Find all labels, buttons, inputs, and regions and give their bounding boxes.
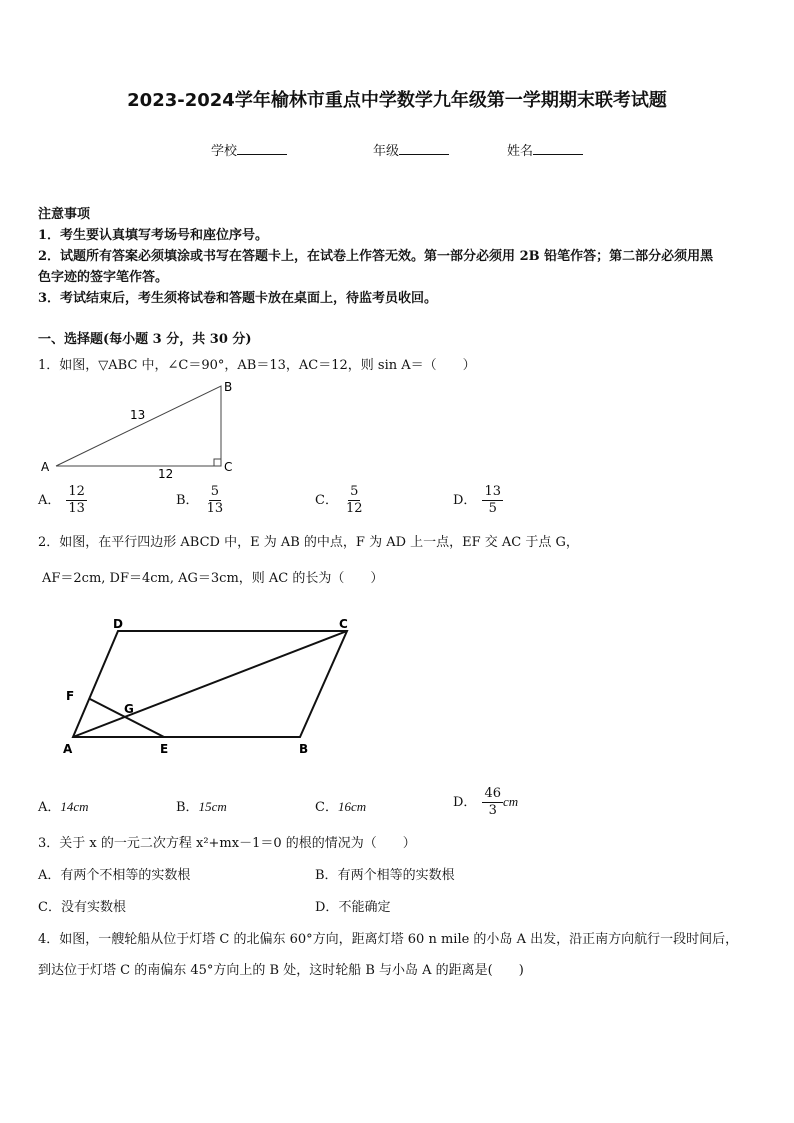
school-label: 学校 xyxy=(211,144,238,159)
q1-stem: 1．如图，▽ABC 中，∠C＝90°，AB＝13，AC＝12，则 sin A＝（ ） xyxy=(38,358,476,373)
triangle-abc xyxy=(56,386,221,466)
label-g: G xyxy=(124,702,134,716)
label-e: E xyxy=(160,742,169,756)
note-2a: 2．试题所有答案必须填涂或书写在答题卡上，在试卷上作答无效。第一部分必须用 2B 铅笔作答；第二部分必须用黑 xyxy=(38,249,714,264)
q3-stem: 3．关于 x 的一元二次方程 x²+mx－1＝0 的根的情况为（ ） xyxy=(38,836,416,851)
right-angle-mark xyxy=(214,459,221,466)
q1-option-a[interactable]: A． $\frac{12}{13}$ xyxy=(38,484,85,516)
q2-parallelogram-figure xyxy=(55,612,365,762)
q2-option-c[interactable]: C．16cm xyxy=(315,799,367,815)
label-d: D xyxy=(113,617,123,631)
label-hyp: 13 xyxy=(130,408,146,422)
notes-heading: 注意事项 xyxy=(38,207,91,222)
grade-field xyxy=(373,140,449,159)
q1-option-c[interactable]: C． $\frac{5}{12}$ xyxy=(315,484,363,516)
label-b: B xyxy=(224,380,233,394)
diagonal-ac xyxy=(73,631,347,737)
school-blank xyxy=(237,142,287,155)
label-c: C xyxy=(339,617,348,631)
q2-option-d[interactable]: D． $\frac{46}{3}$ cm xyxy=(453,786,519,818)
q3-option-b[interactable]: B．有两个相等的实数根 xyxy=(315,868,455,883)
label-base: 12 xyxy=(158,467,174,478)
q3-option-d[interactable]: D．不能确定 xyxy=(315,900,391,915)
grade-label: 年级 xyxy=(373,144,400,159)
q4-stem-2: 到达位于灯塔 C 的南偏东 45°方向上的 B 处，这时轮船 B 与小岛 A 的距离是( ) xyxy=(38,963,524,978)
label-a: A xyxy=(63,742,73,756)
page-title: 2023-2024学年榆林市重点中学数学九年级第一学期期末联考试题 xyxy=(127,90,667,111)
q1-option-b[interactable]: B． $\frac{5}{13}$ xyxy=(176,484,224,516)
q1-triangle-figure xyxy=(38,378,248,478)
label-f: F xyxy=(66,689,75,703)
q1-option-d[interactable]: D． $\frac{13}{5}$ xyxy=(453,484,501,516)
q3-option-c[interactable]: C．没有实数根 xyxy=(38,900,126,915)
note-3: 3．考试结束后，考生须将试卷和答题卡放在桌面上，待监考员收回。 xyxy=(38,291,438,306)
note-2b: 色字迹的签字笔作答。 xyxy=(38,270,169,285)
label-a: A xyxy=(41,460,50,474)
section-heading: 一、选择题(每小题 3 分，共 30 分) xyxy=(38,332,252,347)
name-label: 姓名 xyxy=(507,144,534,159)
name-blank xyxy=(533,142,583,155)
name-field xyxy=(507,140,583,159)
q2-option-b[interactable]: B．15cm xyxy=(176,799,227,815)
q2-stem-2: AF＝2cm, DF＝4cm, AG＝3cm，则 AC 的长为（ ） xyxy=(42,571,384,586)
note-1: 1．考生要认真填写考场号和座位序号。 xyxy=(38,228,269,243)
q3-option-a[interactable]: A．有两个不相等的实数根 xyxy=(38,868,191,883)
q2-option-a[interactable]: A．14cm xyxy=(38,799,89,815)
label-c: C xyxy=(224,460,233,474)
label-b: B xyxy=(299,742,309,756)
q4-stem-1: 4．如图，一艘轮船从位于灯塔 C 的北偏东 60°方向，距离灯塔 60 n mile 的小岛 A 出发，沿正南方向航行一段时间后， xyxy=(38,932,739,947)
q2-stem-1: 2．如图，在平行四边形 ABCD 中，E 为 AB 的中点，F 为 AD 上一点，EF 交 AC 于点 G， xyxy=(38,535,579,550)
grade-blank xyxy=(399,142,449,155)
school-field xyxy=(211,140,287,159)
